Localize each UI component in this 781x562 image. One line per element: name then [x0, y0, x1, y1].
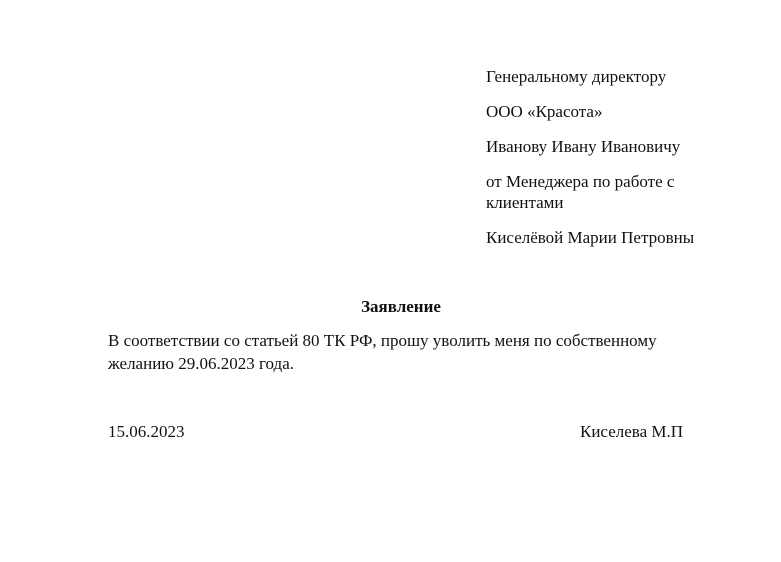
- addressee-company: ООО «Красота»: [486, 102, 603, 121]
- addressee-block: [486, 66, 736, 262]
- addressee-name: Иванову Ивану Ивановичу: [486, 137, 681, 156]
- addressee-position: Генеральному директору: [486, 67, 667, 86]
- document-date: 15.06.2023: [108, 422, 185, 441]
- sender-name: Киселёвой Марии Петровны: [486, 228, 695, 247]
- sender-position: от Менеджера по работе с клиентами: [486, 172, 675, 212]
- document-title: Заявление: [361, 297, 441, 316]
- document-body: В соответствии со статьей 80 ТК РФ, прошу уволить меня по собственному желанию 29.06.2023 года.: [108, 331, 657, 373]
- document-signature: Киселева М.П: [580, 422, 684, 441]
